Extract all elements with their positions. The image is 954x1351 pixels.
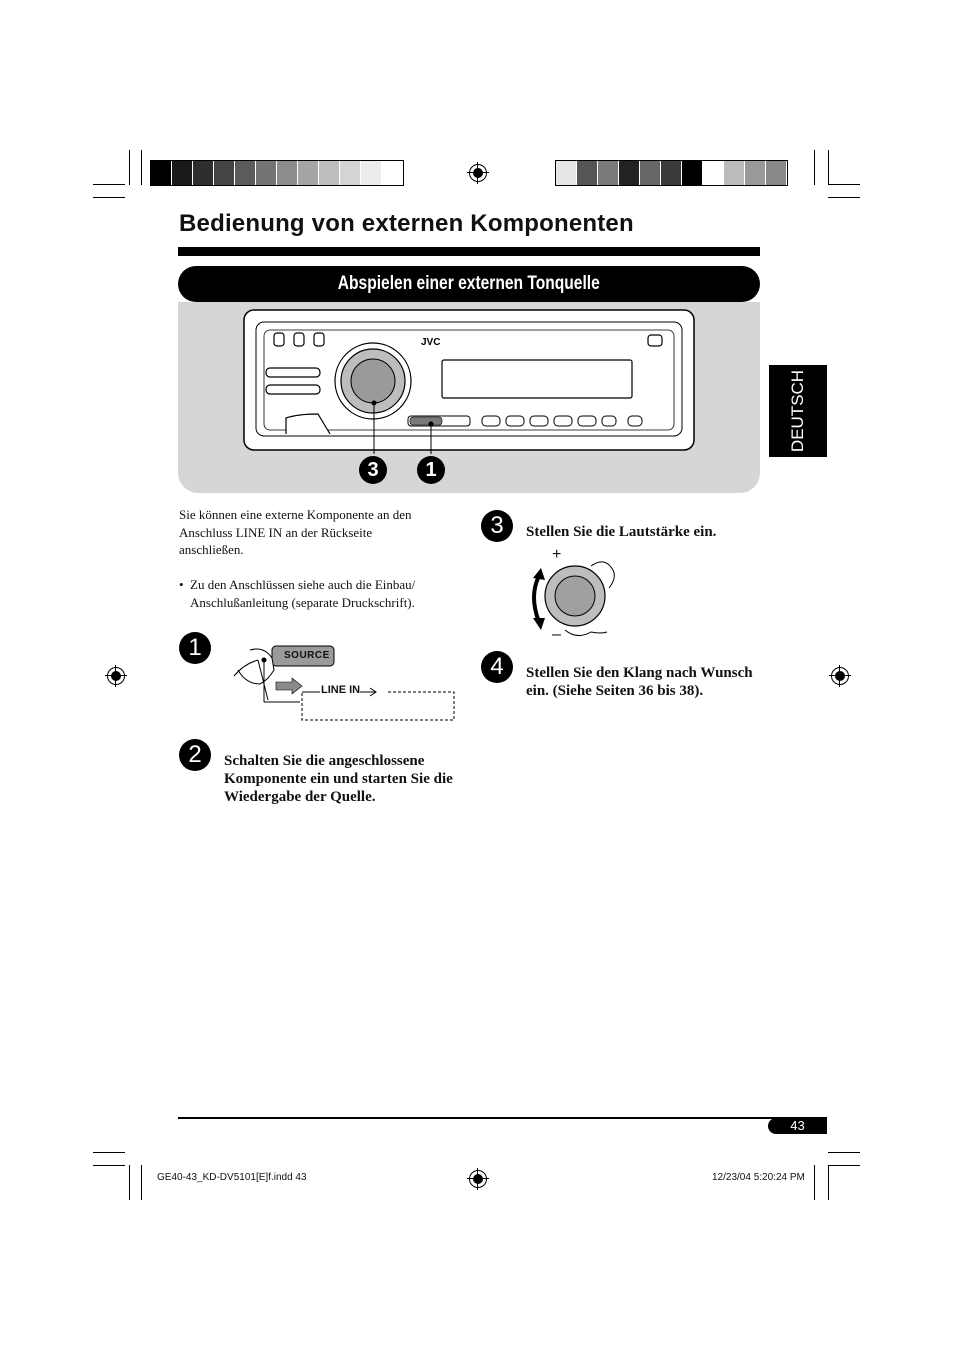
step-3-text: Stellen Sie die Lautstärke ein. <box>526 524 717 540</box>
crop-mark <box>828 150 829 185</box>
language-tab <box>769 365 827 457</box>
registration-mark <box>107 667 125 685</box>
registration-mark <box>469 1170 487 1188</box>
crop-mark <box>828 184 860 185</box>
source-button-label: SOURCE <box>284 650 330 661</box>
crop-mark <box>141 1165 142 1200</box>
intro-bullet: Zu den Anschlüssen siehe auch die Einbau/ Anschlußanleitung (separate Druckschrift). <box>190 577 416 610</box>
line-in-label: LINE IN <box>321 684 361 696</box>
volume-minus-label: – <box>552 626 561 643</box>
volume-knob-illustration <box>525 548 625 644</box>
crop-mark <box>93 1165 125 1166</box>
crop-mark <box>828 1152 860 1153</box>
file-slug: GE40-43_KD-DV5101[E]f.indd 43 <box>157 1172 307 1183</box>
language-tab-label: DEUTSCH <box>788 369 807 453</box>
step-2-text: Schalten Sie die angeschlossene Komponente ein und starten Sie die Wiedergabe der Quelle. <box>224 753 453 805</box>
registration-mark <box>469 164 487 182</box>
grayscale-bar-right <box>555 160 788 186</box>
step-1-number: 1 <box>179 632 211 664</box>
page-number: 43 <box>768 1118 827 1134</box>
crop-mark <box>129 1165 130 1200</box>
bullet-icon: • <box>179 577 184 592</box>
title-underline <box>178 247 760 256</box>
footer-rule <box>178 1117 827 1119</box>
crop-mark <box>129 150 130 185</box>
car-stereo-illustration <box>238 306 700 454</box>
crop-mark <box>828 1165 829 1200</box>
print-timestamp: 12/23/04 5:20:24 PM <box>712 1172 805 1183</box>
crop-mark <box>814 150 815 185</box>
crop-mark <box>828 1165 860 1166</box>
crop-mark <box>93 184 125 185</box>
crop-mark <box>93 197 125 198</box>
crop-mark <box>814 1165 815 1200</box>
intro-paragraph: Sie können eine externe Komponente an den Anschluss LINE IN an der Rückseite anschließen. <box>179 507 412 557</box>
section-heading <box>178 266 760 302</box>
step-3-number: 3 <box>481 510 513 542</box>
callout-source-button: 1 <box>417 456 445 484</box>
step-2-number: 2 <box>179 739 211 771</box>
step-4-text: Stellen Sie den Klang nach Wunsch ein. (Siehe Seiten 36 bis 38). <box>526 665 753 699</box>
volume-plus-label: + <box>552 546 562 563</box>
callout-volume-knob: 3 <box>359 456 387 484</box>
step-4-number: 4 <box>481 651 513 683</box>
registration-mark <box>831 667 849 685</box>
section-heading-text: Abspielen einer externen Tonquelle <box>337 273 601 294</box>
page-title: Bedienung von externen Komponenten <box>179 210 634 237</box>
crop-mark <box>93 1152 125 1153</box>
crop-mark <box>828 197 860 198</box>
crop-mark <box>141 150 142 185</box>
brand-logo: JVC <box>421 337 441 348</box>
source-button-illustration <box>228 640 460 726</box>
grayscale-bar-left <box>150 160 404 186</box>
